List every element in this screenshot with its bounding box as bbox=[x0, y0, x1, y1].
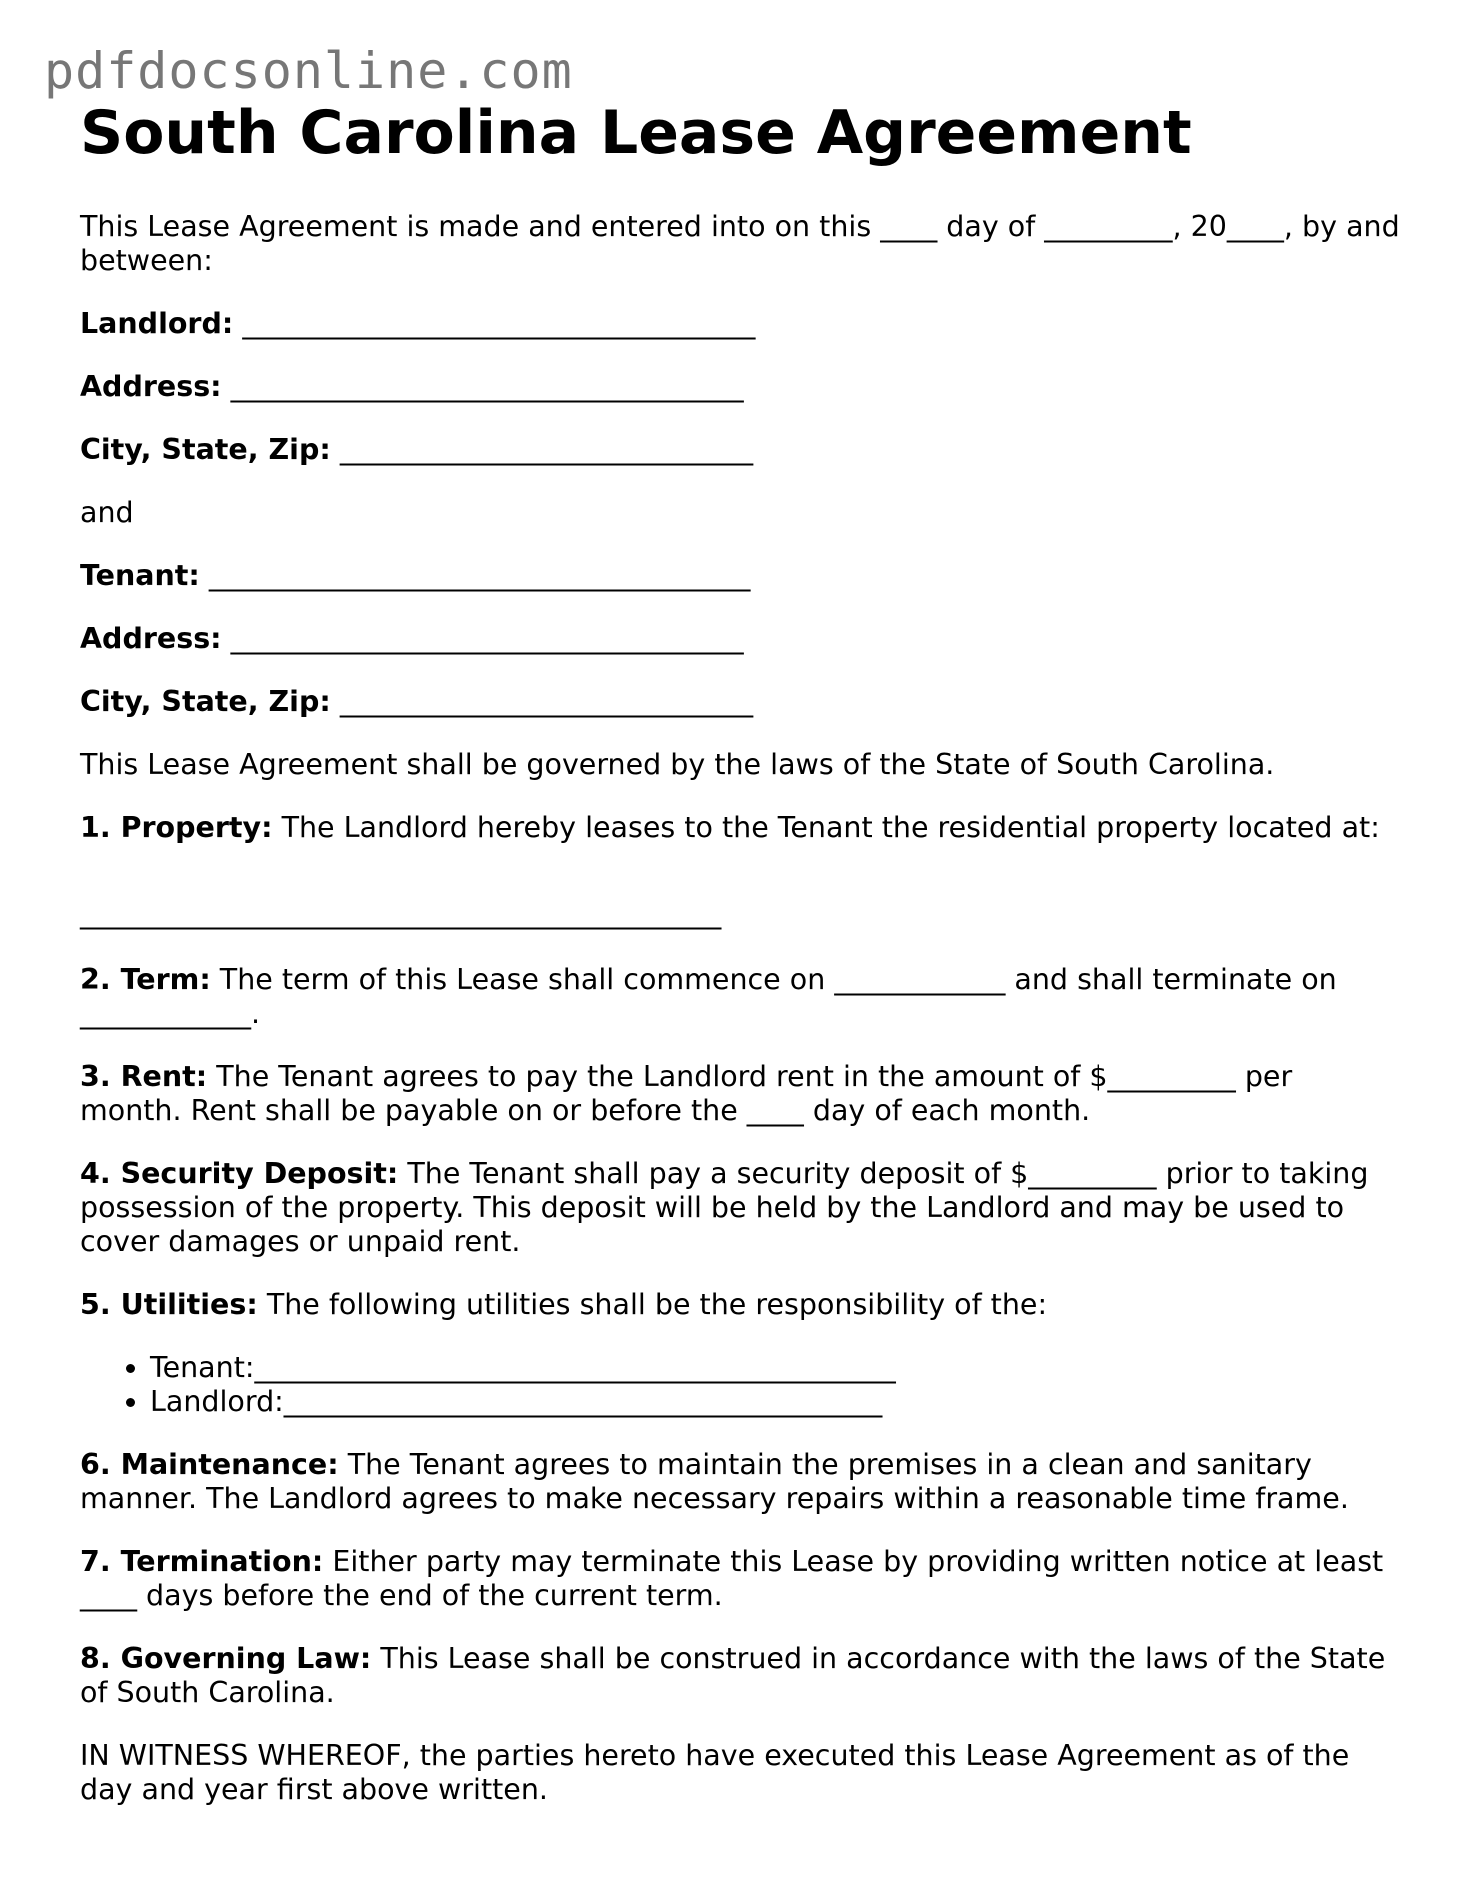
tenant-address-field bbox=[80, 622, 1400, 656]
landlord-city-state-zip-field bbox=[80, 433, 1400, 467]
utilities-landlord-item: • Landlord:__________________________________________ bbox=[150, 1385, 1400, 1419]
tenant-address-blank: ____________________________________ bbox=[230, 622, 744, 655]
tenant-city-state-zip-blank: _____________________________ bbox=[339, 685, 754, 718]
section-term-text: The term of this Lease shall commence on ____________ and shall terminate on ____________. bbox=[80, 963, 1337, 1030]
section-governing-law-heading: 8. Governing Law: bbox=[80, 1642, 372, 1675]
utilities-list bbox=[80, 1351, 1400, 1419]
section-security-deposit-heading: 4. Security Deposit: bbox=[80, 1157, 399, 1190]
section-termination-heading: 7. Termination: bbox=[80, 1545, 324, 1578]
section-property-heading: 1. Property: bbox=[80, 811, 273, 844]
section-utilities-heading: 5. Utilities: bbox=[80, 1288, 258, 1321]
landlord-name-blank: ____________________________________ bbox=[242, 307, 756, 340]
section-utilities bbox=[80, 1288, 1400, 1322]
intro-paragraph: This Lease Agreement is made and entered into on this ____ day of _________, 20____, by and between: bbox=[80, 210, 1400, 277]
landlord-address-blank: ____________________________________ bbox=[230, 370, 744, 403]
utilities-tenant-item: • Tenant:_____________________________________________ bbox=[150, 1351, 1400, 1385]
section-governing-law-text: This Lease shall be construed in accordance with the laws of the State of South Carolina. bbox=[80, 1642, 1386, 1709]
section-rent-heading: 3. Rent: bbox=[80, 1060, 208, 1093]
section-security-deposit bbox=[80, 1157, 1400, 1259]
section-term-heading: 2. Term: bbox=[80, 963, 211, 996]
section-property bbox=[80, 811, 1400, 845]
section-term bbox=[80, 963, 1400, 1031]
landlord-city-state-zip-blank: _____________________________ bbox=[339, 433, 754, 466]
section-property-text: The Landlord hereby leases to the Tenant the residential property located at: bbox=[281, 811, 1380, 844]
section-termination bbox=[80, 1545, 1400, 1613]
tenant-city-state-zip-label: City, State, Zip: bbox=[80, 685, 331, 718]
section-security-deposit-text: The Tenant shall pay a security deposit of $_________ prior to taking possession of the property. This deposit will be held by the Landlord and may be used to cover damages or unpaid rent. bbox=[80, 1157, 1369, 1258]
governed-by-paragraph: This Lease Agreement shall be governed by the laws of the State of South Carolina. bbox=[80, 748, 1275, 781]
section-termination-text: Either party may terminate this Lease by providing written notice at least ____ days before the end of the current term. bbox=[80, 1545, 1384, 1612]
tenant-address-label: Address: bbox=[80, 622, 222, 655]
section-governing-law bbox=[80, 1642, 1400, 1710]
section-rent-text: The Tenant agrees to pay the Landlord rent in the amount of $_________ per month. Rent shall be payable on or before the ____ day of each month. bbox=[80, 1060, 1293, 1127]
section-utilities-text: The following utilities shall be the responsibility of the: bbox=[266, 1288, 1048, 1321]
tenant-name-blank: ______________________________________ bbox=[208, 559, 751, 592]
document-title: South Carolina Lease Agreement bbox=[80, 98, 1192, 168]
property-address-blank: _____________________________________________ bbox=[80, 897, 722, 930]
landlord-name-field bbox=[80, 307, 1400, 341]
tenant-city-state-zip-field bbox=[80, 685, 1400, 719]
section-rent bbox=[80, 1060, 1400, 1128]
section-maintenance-heading: 6. Maintenance: bbox=[80, 1448, 339, 1481]
landlord-city-state-zip-label: City, State, Zip: bbox=[80, 433, 331, 466]
landlord-address-field bbox=[80, 370, 1400, 404]
tenant-name-label: Tenant: bbox=[80, 559, 200, 592]
and-text: and bbox=[80, 496, 134, 529]
section-maintenance-text: The Tenant agrees to maintain the premises in a clean and sanitary manner. The Landlord agrees to make necessary repairs within a reasonable time frame. bbox=[80, 1448, 1349, 1515]
witness-paragraph: IN WITNESS WHEREOF, the parties hereto have executed this Lease Agreement as of the day and year first above written. bbox=[80, 1739, 1350, 1806]
watermark: pdfdocsonline.com bbox=[44, 42, 573, 100]
tenant-name-field bbox=[80, 559, 1400, 593]
section-maintenance bbox=[80, 1448, 1400, 1516]
lease-document bbox=[80, 210, 1400, 1836]
landlord-name-label: Landlord: bbox=[80, 307, 234, 340]
landlord-address-label: Address: bbox=[80, 370, 222, 403]
